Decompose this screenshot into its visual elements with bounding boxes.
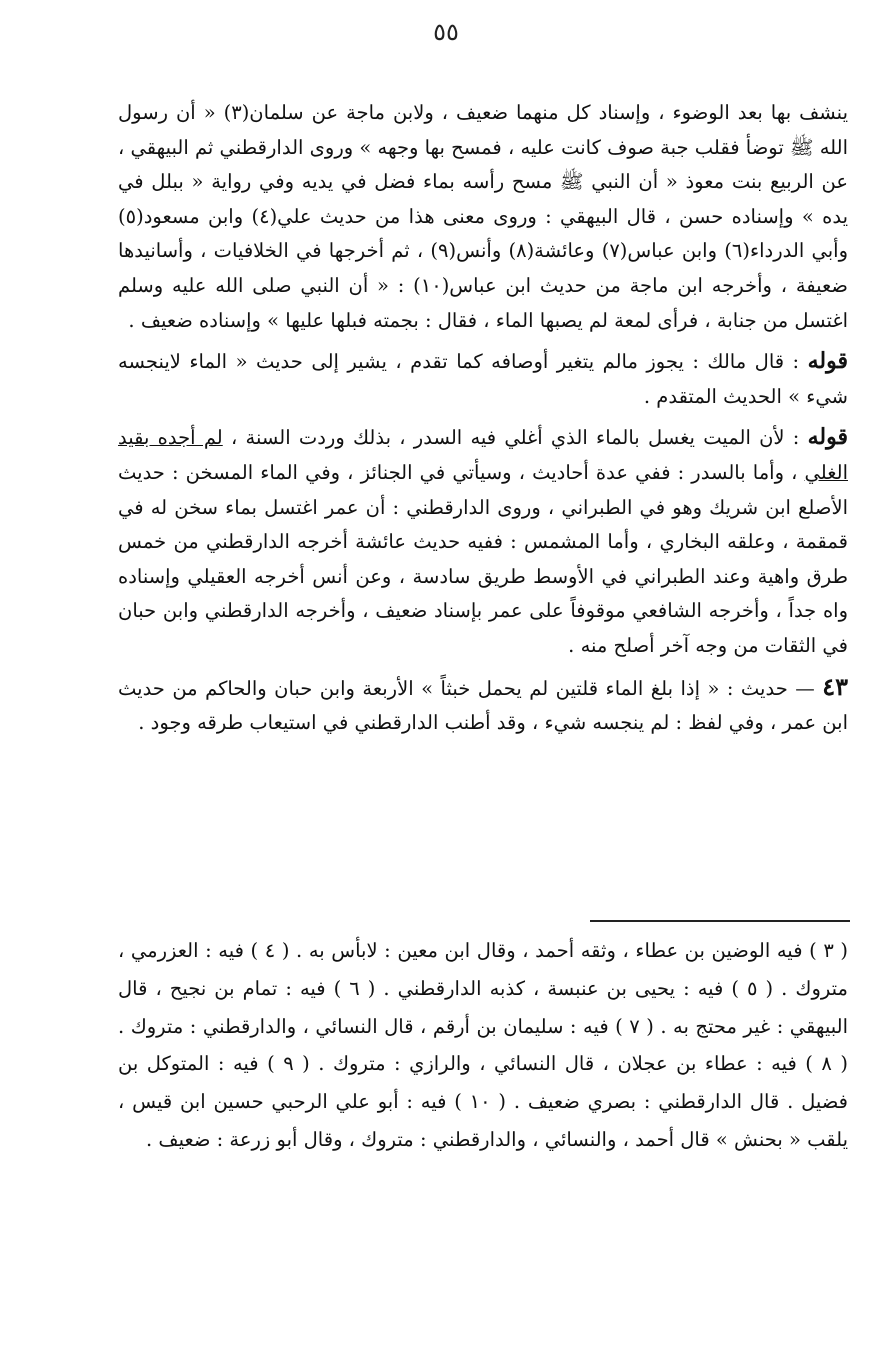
paragraph-4 <box>118 670 848 741</box>
underlined-phrase: لم أجده بقيد الغلي <box>118 426 848 484</box>
footnote-divider <box>590 920 850 922</box>
hadith-number: ٤٣ <box>822 671 848 701</box>
paragraph-3-text-b: ، وأما بالسدر : ففي عدة أحاديث ، وسيأتي في الجنائز ، وفي الماء المسخن : حديث الأصلع ابن شريك وهو في الطبراني ، وروى الدارقطني : أن عمر اغتسل بماء سخن له في قمقمة ، وعلقه البخاري ، وأما المشمس : ففيه حديث عائشة أخرجه الدارقطني من خمس طرق واهية وعند الطبراني في الأوسط طريق سادسة ، وعن أنس أخرجه العقيلي وإسناده واه جداً ، وأخرجه الشافعي موقوفاً على عمر بإسناد ضعيف ، وأخرجه الدارقطني وابن حبان في الثقات من وجه آخر أصلح منه . <box>118 460 848 657</box>
paragraph-1: ينشف بها بعد الوضوء ، وإسناد كل منهما ضعيف ، ولابن ماجة عن سلمان(٣) « أن رسول الله ﷺ توضأ فقلب جبة صوف كانت عليه ، فمسح بها وجهه » وروى الدارقطني ثم البيهقي ، عن الربيع بنت معوذ « أن النبي ﷺ مسح رأسه بماء فضل في يديه وفي رواية « ببلل في يده » وإسناده حسن ، قال البيهقي : وروى معنى هذا من حديث علي(٤) وابن مسعود(٥) وأبي الدرداء(٦) وابن عباس(٧) وعائشة(٨) وأنس(٩) ، ثم أخرجها في الخلافيات ، وأسانيدها ضعيفة ، وأخرجه ابن ماجة من حديث ابن عباس(١٠) : « أن النبي صلى الله عليه وسلم اغتسل من جنابة ، فرأى لمعة لم يصبها الماء ، فقال : بجمته فبلها عليها » وإسناده ضعيف . <box>118 101 848 332</box>
footnotes: ( ٣ ) فيه الوضين بن عطاء ، وثقه أحمد ، وقال ابن معين : لابأس به . ( ٤ ) فيه : العزرمي ، متروك . ( ٥ ) فيه : يحيى بن عنبسة ، كذبه الدارقطني . ( ٦ ) فيه : تمام بن نجيح ، قال البيهقي : غير محتج به . ( ٧ ) فيه : سليمان بن أرقم ، قال النسائي ، والدارقطني : متروك . ( ٨ ) فيه : عطاء بن عجلان ، قال النسائي ، والرازي : متروك . ( ٩ ) فيه : المتوكل بن فضيل . قال الدارقطني : بصري ضعيف . ( ١٠ ) فيه : أبو علي الرحبي حسين ابن قيس ، يلقب « بحنش » قال أحمد ، والنسائي ، والدارقطني : متروك ، وقال أبو زرعة : ضعيف . <box>118 939 848 1151</box>
paragraph-3-text-a: : لأن الميت يغسل بالماء الذي أغلي فيه السدر ، بذلك وردت السنة ، <box>222 426 808 450</box>
page-number: ٥٥ <box>433 18 459 46</box>
paragraph-2 <box>118 344 848 414</box>
qawluhu-lead: قوله <box>807 348 848 375</box>
qawluhu-lead: قوله <box>807 424 848 451</box>
paragraph-2-text: : قال مالك : يجوز مالم يتغير أوصافه كما تقدم ، يشير إلى حديث « الماء لاينجسه شيء » الحديث المتقدم . <box>118 350 848 408</box>
main-text <box>118 96 848 747</box>
paragraph-3 <box>118 420 848 663</box>
paragraph-4-text: — حديث : « إذا بلغ الماء قلتين لم يحمل خبثاً » الأربعة وابن حبان والحاكم من حديث ابن عمر ، وفي لفظ : لم ينجسه شيء ، وقد أطنب الدارقطني في استيعاب طرقه وجود . <box>118 676 848 735</box>
